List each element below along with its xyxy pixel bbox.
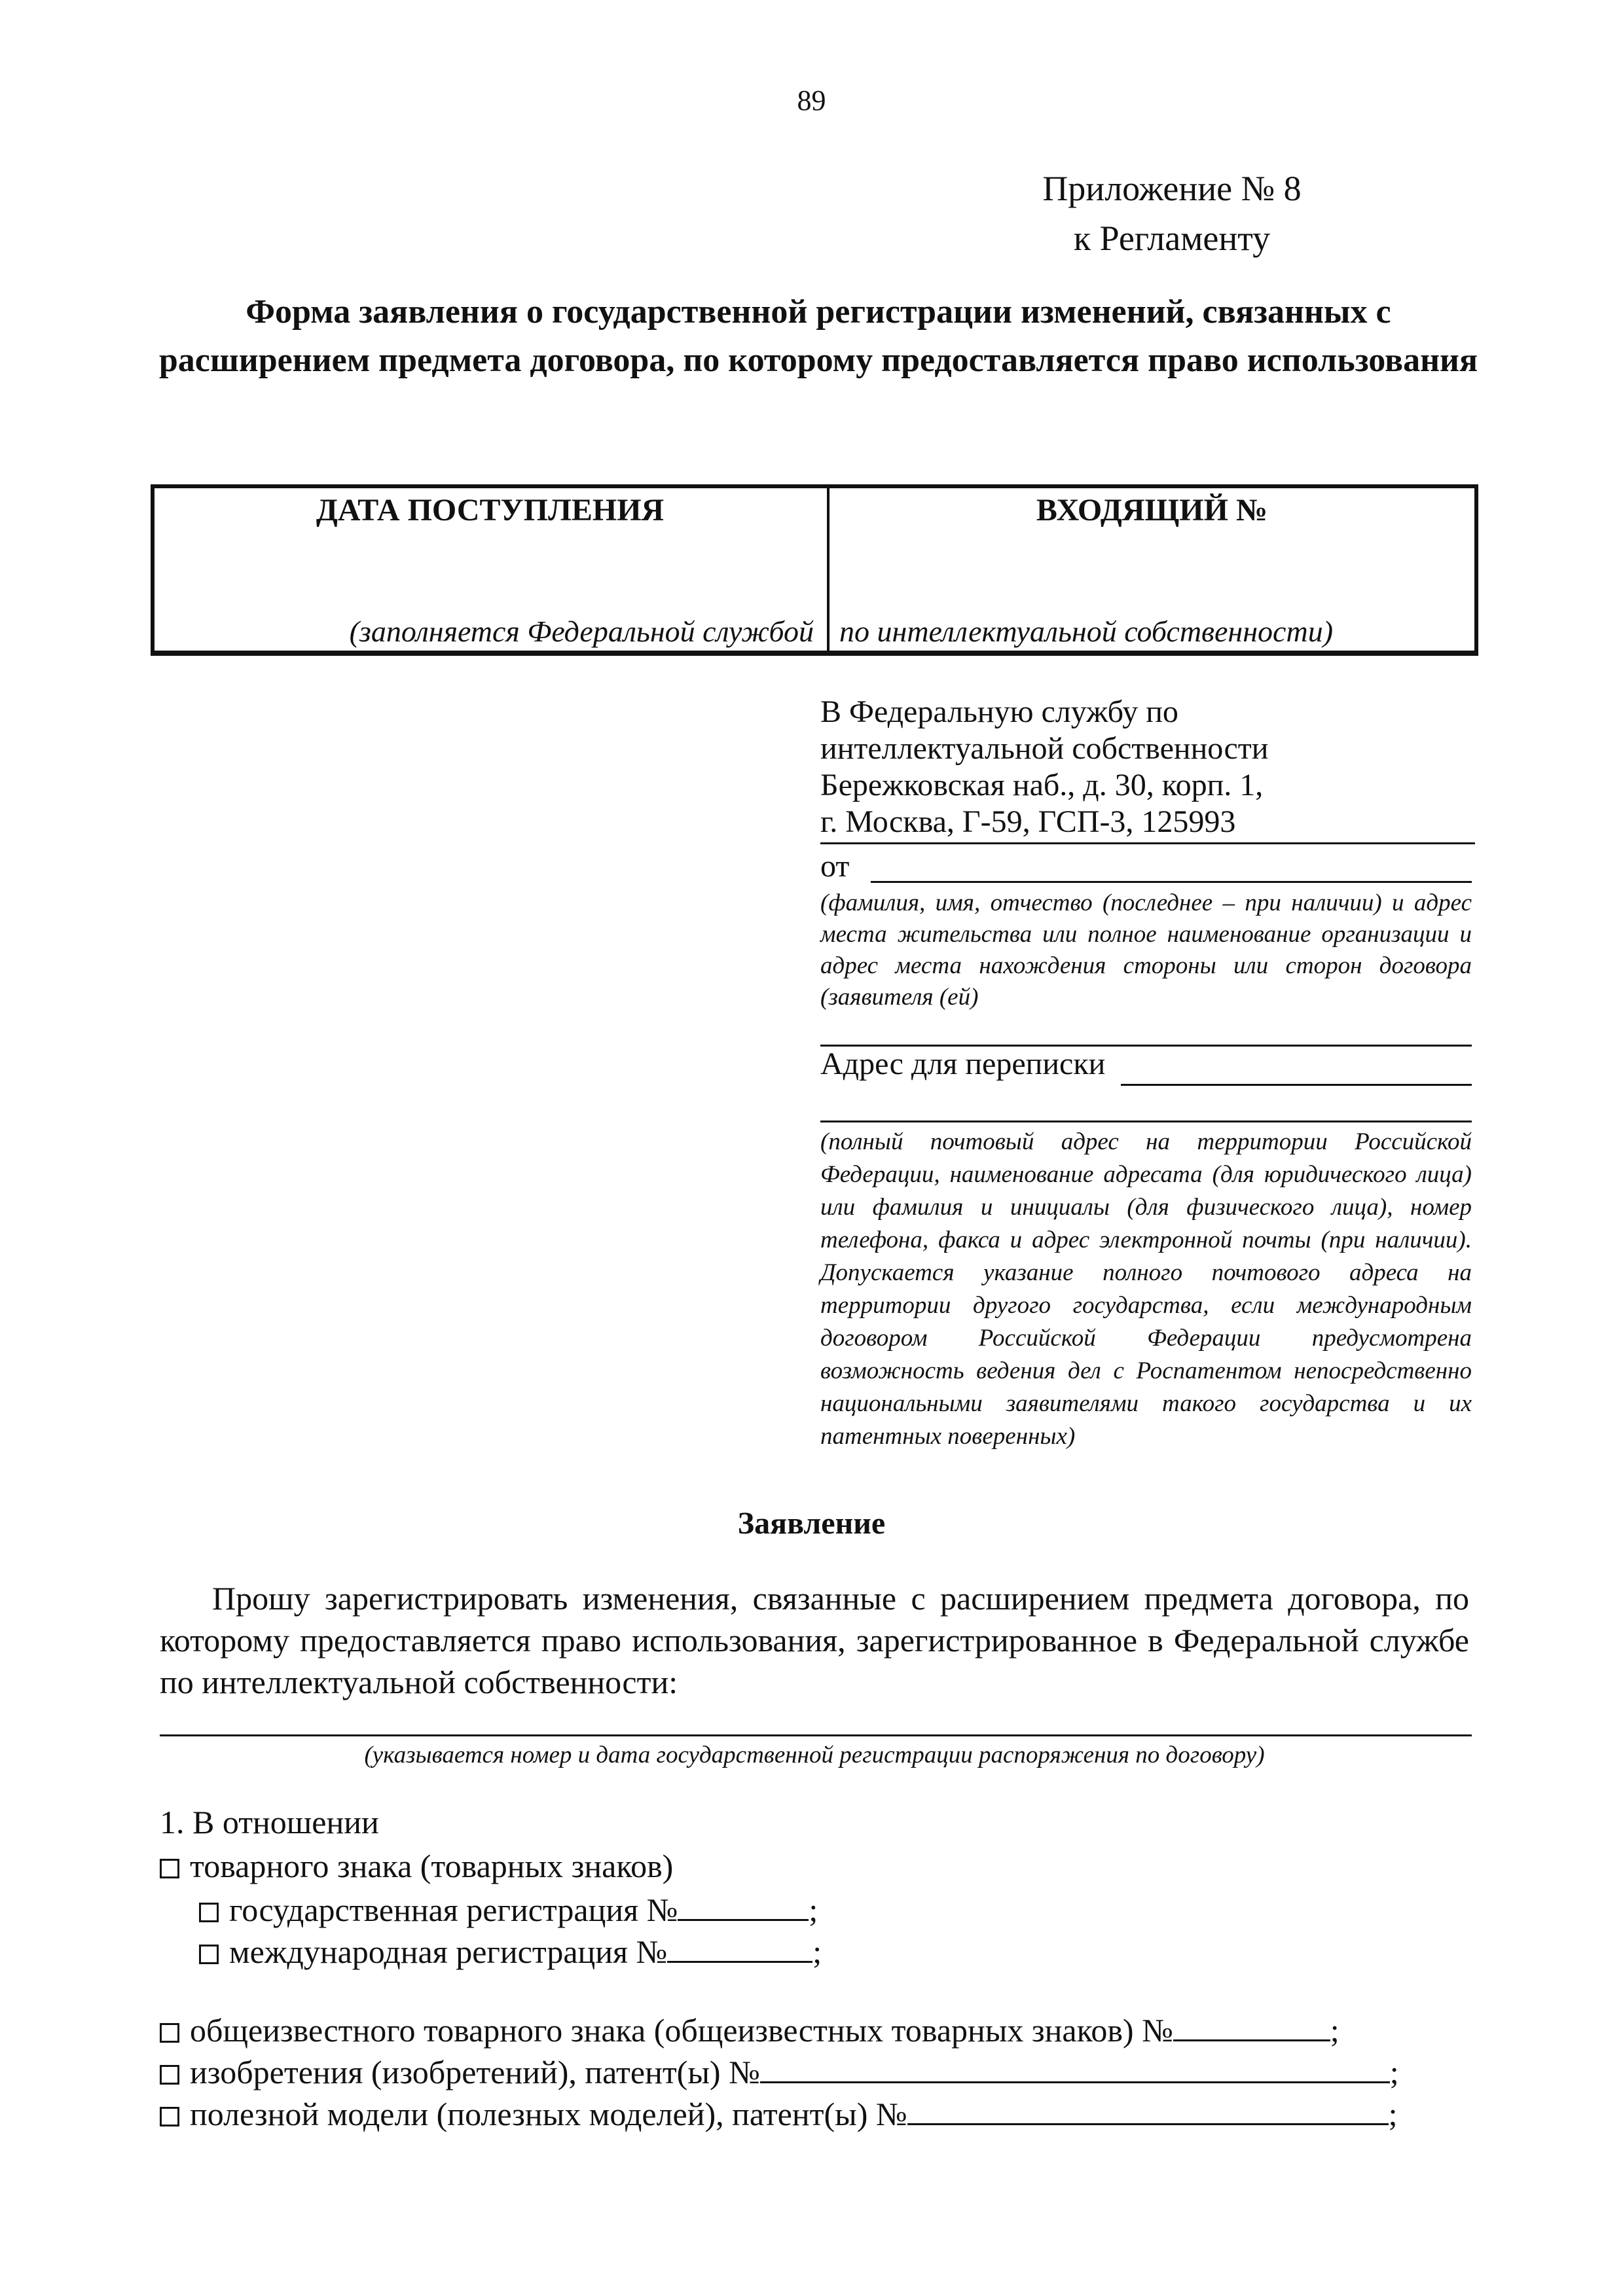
registration-reference-field[interactable] bbox=[160, 1734, 1472, 1736]
page-number: 89 bbox=[797, 84, 826, 117]
international-registration-number-field[interactable] bbox=[667, 1929, 812, 1963]
state-registration-checkbox[interactable] bbox=[199, 1903, 219, 1922]
invention-label: изобретения (изобретений), патент(ы) № bbox=[190, 2054, 760, 2090]
trademark-checkbox[interactable] bbox=[160, 1859, 179, 1878]
utility-model-semicolon: ; bbox=[1388, 2096, 1398, 2132]
mail-address-note: (полный почтовый адрес на территории Российской Федерации, наименование адресата (для юридического лица) или фамилия и инициалы (для физического лица), номер телефона, факса и адрес электронной почты (при наличии). Допускается указание полного почтового адреса на территории другого государства, если международным договором Российской Федерации предусмотрена возможность ведения дел с Роспатентом непосредственно национальными заявителями такого государства и их патентных поверенных) bbox=[820, 1128, 1472, 1450]
from-field[interactable] bbox=[871, 881, 1472, 883]
well-known-trademark-number-field[interactable] bbox=[1173, 2008, 1330, 2041]
from-label: от bbox=[820, 849, 850, 884]
mail-address-label: Адрес для переписки bbox=[820, 1047, 1106, 1081]
state-registration-label: государственная регистрация № bbox=[229, 1892, 678, 1928]
state-registration-number-field[interactable] bbox=[678, 1888, 809, 1921]
addressee-line-4: г. Москва, Г-59, ГСП-3, 125993 bbox=[820, 804, 1236, 839]
statement-text: Прошу зарегистрировать изменения, связанные с расширением предмета договора, по которому предоставляется право использования, зарегистрированное в Федеральной службе по интеллектуальной собственности: bbox=[160, 1580, 1469, 1700]
well-known-trademark-option bbox=[160, 2008, 1340, 2049]
form-title: Форма заявления о государственной регистрации изменений, связанных с расширением предмета договора, по которому предоставляется право использования bbox=[158, 293, 1478, 379]
utility-model-checkbox[interactable] bbox=[160, 2107, 179, 2126]
mail-address-field[interactable] bbox=[1121, 1084, 1472, 1086]
international-registration-label: международная регистрация № bbox=[229, 1933, 668, 1970]
addressee-line-1: В Федеральную службу по bbox=[820, 694, 1178, 729]
trademark-label: товарного знака (товарных знаков) bbox=[190, 1848, 674, 1884]
international-registration-option bbox=[199, 1929, 822, 1971]
from-note: (фамилия, имя, отчество (последнее – при наличии) и адрес места жительства или полное наименование организации и адрес места нахождения стороны или сторон договора (заявителя (ей) bbox=[820, 889, 1472, 1011]
appendix-reference bbox=[1008, 164, 1336, 263]
invention-option bbox=[160, 2050, 1399, 2091]
well-known-trademark-label: общеизвестного товарного знака (общеизвестных товарных знаков) № bbox=[190, 2012, 1173, 2049]
well-known-trademark-checkbox[interactable] bbox=[160, 2023, 179, 2043]
appendix-number: Приложение № 8 bbox=[1042, 169, 1302, 208]
registration-reference-caption: (указывается номер и дата государственной регистрации распоряжения по договору) bbox=[364, 1742, 1265, 1768]
addressee-line-3: Бережковская наб., д. 30, корп. 1, bbox=[820, 768, 1264, 802]
addressee-line-2: интеллектуальной собственности bbox=[820, 731, 1269, 766]
international-registration-checkbox[interactable] bbox=[199, 1945, 219, 1964]
mail-address-field-extra-line[interactable] bbox=[820, 1121, 1472, 1122]
international-registration-semicolon: ; bbox=[812, 1933, 822, 1970]
well-known-trademark-semicolon: ; bbox=[1330, 2012, 1340, 2049]
statement-title: Заявление bbox=[737, 1506, 886, 1541]
registration-note-left: (заполняется Федеральной службой bbox=[349, 615, 814, 648]
utility-model-label: полезной модели (полезных моделей), патент(ы) № bbox=[190, 2096, 907, 2132]
invention-semicolon: ; bbox=[1389, 2054, 1399, 2090]
incoming-number-header: ВХОДЯЩИЙ № bbox=[1036, 493, 1268, 528]
addressee-block bbox=[820, 694, 1475, 840]
appendix-regulation: к Регламенту bbox=[1073, 219, 1271, 258]
addressee-underline bbox=[820, 842, 1475, 844]
invention-checkbox[interactable] bbox=[160, 2065, 179, 2085]
receipt-date-header: ДАТА ПОСТУПЛЕНИЯ bbox=[316, 493, 665, 528]
section-1-heading: 1. В отношении bbox=[160, 1804, 379, 1840]
invention-patent-field[interactable] bbox=[760, 2050, 1390, 2083]
registration-note-right: по интеллектуальной собственности) bbox=[839, 615, 1334, 648]
state-registration-option bbox=[199, 1888, 818, 1929]
utility-model-patent-field[interactable] bbox=[907, 2092, 1389, 2125]
utility-model-option bbox=[160, 2092, 1397, 2133]
trademark-option bbox=[160, 1847, 673, 1885]
state-registration-semicolon: ; bbox=[809, 1892, 818, 1928]
